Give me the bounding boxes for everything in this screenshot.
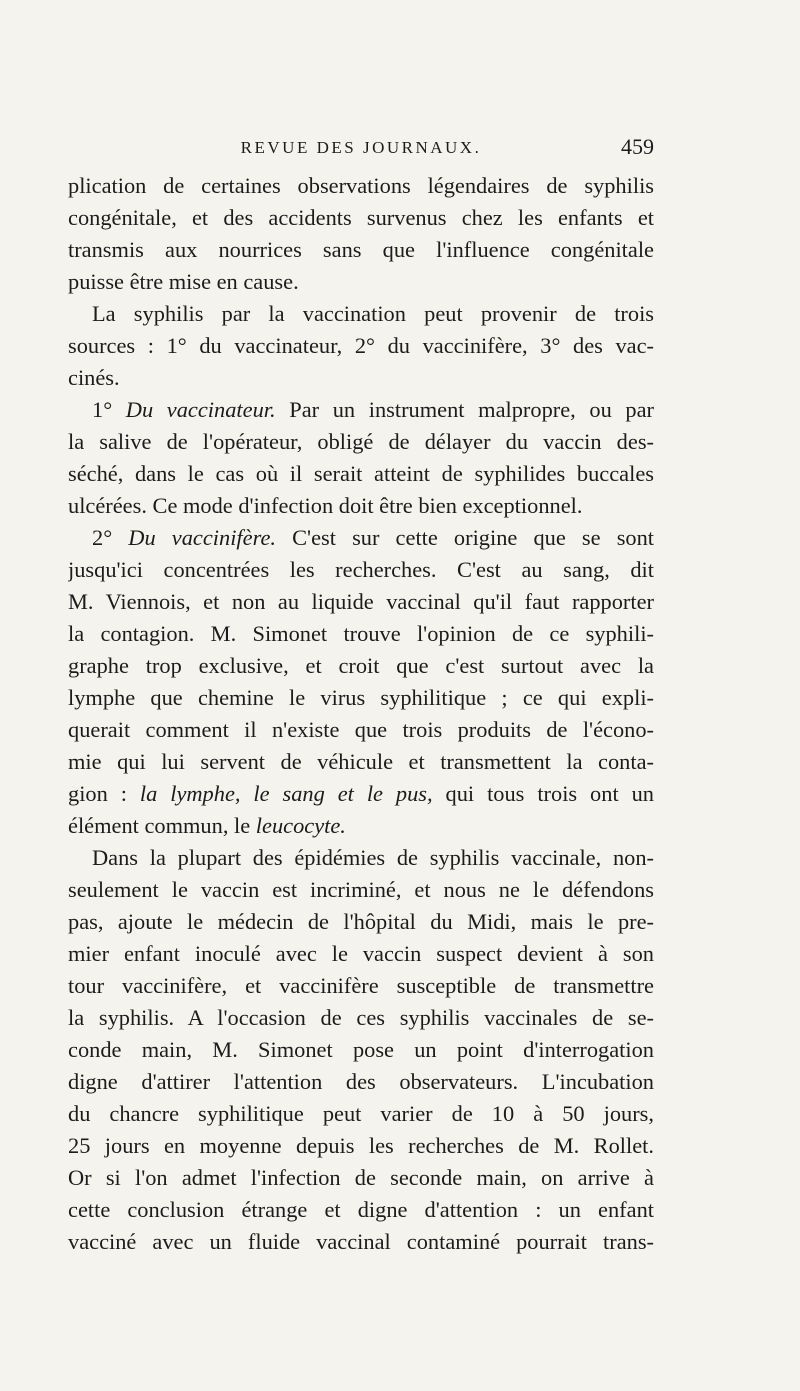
text-line xyxy=(68,554,654,586)
text-line xyxy=(68,266,654,298)
text-segment: gion : xyxy=(68,781,140,806)
text-segment: mier enfant inoculé avec le vaccin suspect devient à son xyxy=(68,941,654,966)
text-line xyxy=(68,1098,654,1130)
text-segment: ulcérées. Ce mode d'infection doit être bien exceptionnel. xyxy=(68,493,583,518)
text-segment: pas, ajoute le médecin de l'hôpital du Midi, mais le pre- xyxy=(68,909,654,934)
text-line xyxy=(68,1066,654,1098)
text-line xyxy=(68,522,654,554)
text-segment: graphe trop exclusive, et croit que c'est surtout avec la xyxy=(68,653,654,678)
text-segment: Or si l'on admet l'infection de seconde main, on arrive à xyxy=(68,1165,654,1190)
text-line xyxy=(68,938,654,970)
text-segment: du chancre syphilitique peut varier de 10 à 50 jours, xyxy=(68,1101,654,1126)
text-line xyxy=(68,842,654,874)
text-segment: plication de certaines observations légendaires de syphilis xyxy=(68,173,654,198)
text-segment: congénitale, et des accidents survenus chez les enfants et xyxy=(68,205,654,230)
text-line xyxy=(68,682,654,714)
text-line xyxy=(68,618,654,650)
text-line xyxy=(68,458,654,490)
text-line xyxy=(68,362,654,394)
text-segment: mie qui lui servent de véhicule et transmettent la conta- xyxy=(68,749,654,774)
text-segment: 2° xyxy=(92,525,129,550)
text-line xyxy=(68,170,654,202)
text-line xyxy=(68,1226,654,1258)
text-line xyxy=(68,1002,654,1034)
text-segment: 1° xyxy=(92,397,126,422)
text-segment: vacciné avec un fluide vaccinal contaminé pourrait trans- xyxy=(68,1229,654,1254)
text-segment: querait comment il n'existe que trois produits de l'écono- xyxy=(68,717,654,742)
text-line xyxy=(68,298,654,330)
text-line xyxy=(68,234,654,266)
text-line xyxy=(68,906,654,938)
text-segment: cette conclusion étrange et digne d'attention : un enfant xyxy=(68,1197,654,1222)
page-header xyxy=(68,134,654,164)
text-line xyxy=(68,778,654,810)
italic-text: la lymphe, le sang et le pus, xyxy=(139,781,433,806)
text-segment: transmis aux nourrices sans que l'influence congénitale xyxy=(68,237,654,262)
text-line xyxy=(68,1034,654,1066)
text-segment: 25 jours en moyenne depuis les recherches de M. Rollet. xyxy=(68,1133,654,1158)
text-segment: qui tous trois ont un xyxy=(432,781,654,806)
text-segment: C'est sur cette origine que se sont xyxy=(276,525,654,550)
page-number: 459 xyxy=(621,134,654,159)
italic-text: leucocyte. xyxy=(255,813,346,838)
text-line xyxy=(68,586,654,618)
text-line xyxy=(68,714,654,746)
running-head: REVUE DES JOURNAUX. xyxy=(240,138,482,157)
text-line xyxy=(68,202,654,234)
text-segment: lymphe que chemine le virus syphilitique ; ce qui expli- xyxy=(68,685,654,710)
text-line xyxy=(68,650,654,682)
text-segment: élément commun, le xyxy=(68,813,256,838)
text-segment: la salive de l'opérateur, obligé de délayer du vaccin des- xyxy=(68,429,654,454)
text-line xyxy=(68,746,654,778)
text-segment: puisse être mise en cause. xyxy=(68,269,299,294)
text-line xyxy=(68,874,654,906)
text-segment: M. Viennois, et non au liquide vaccinal qu'il faut rapporter xyxy=(68,589,654,614)
text-segment: conde main, M. Simonet pose un point d'interrogation xyxy=(68,1037,654,1062)
italic-text: Du vaccinateur. xyxy=(125,397,276,422)
text-line xyxy=(68,810,654,842)
text-line xyxy=(68,970,654,1002)
italic-text: Du vaccinifère. xyxy=(128,525,276,550)
body-text xyxy=(68,170,654,1258)
text-segment: La syphilis par la vaccination peut provenir de trois xyxy=(92,301,654,326)
text-segment: séché, dans le cas où il serait atteint de syphilides buccales xyxy=(68,461,654,486)
text-line xyxy=(68,330,654,362)
text-segment: Dans la plupart des épidémies de syphilis vaccinale, non- xyxy=(92,845,654,870)
text-segment: jusqu'ici concentrées les recherches. C'est au sang, dit xyxy=(68,557,654,582)
text-segment: cinés. xyxy=(68,365,120,390)
text-line xyxy=(68,426,654,458)
text-line xyxy=(68,1162,654,1194)
text-segment: sources : 1° du vaccinateur, 2° du vaccinifère, 3° des vac- xyxy=(68,333,654,358)
text-line xyxy=(68,394,654,426)
text-segment: seulement le vaccin est incriminé, et nous ne le défendons xyxy=(68,877,654,902)
text-segment: la syphilis. A l'occasion de ces syphilis vaccinales de se- xyxy=(68,1005,654,1030)
text-segment: tour vaccinifère, et vaccinifère susceptible de transmettre xyxy=(68,973,654,998)
text-line xyxy=(68,1130,654,1162)
text-segment: Par un instrument malpropre, ou par xyxy=(275,397,654,422)
text-line xyxy=(68,1194,654,1226)
text-segment: digne d'attirer l'attention des observateurs. L'incubation xyxy=(68,1069,654,1094)
text-segment: la contagion. M. Simonet trouve l'opinion de ce syphili- xyxy=(68,621,654,646)
text-line xyxy=(68,490,654,522)
